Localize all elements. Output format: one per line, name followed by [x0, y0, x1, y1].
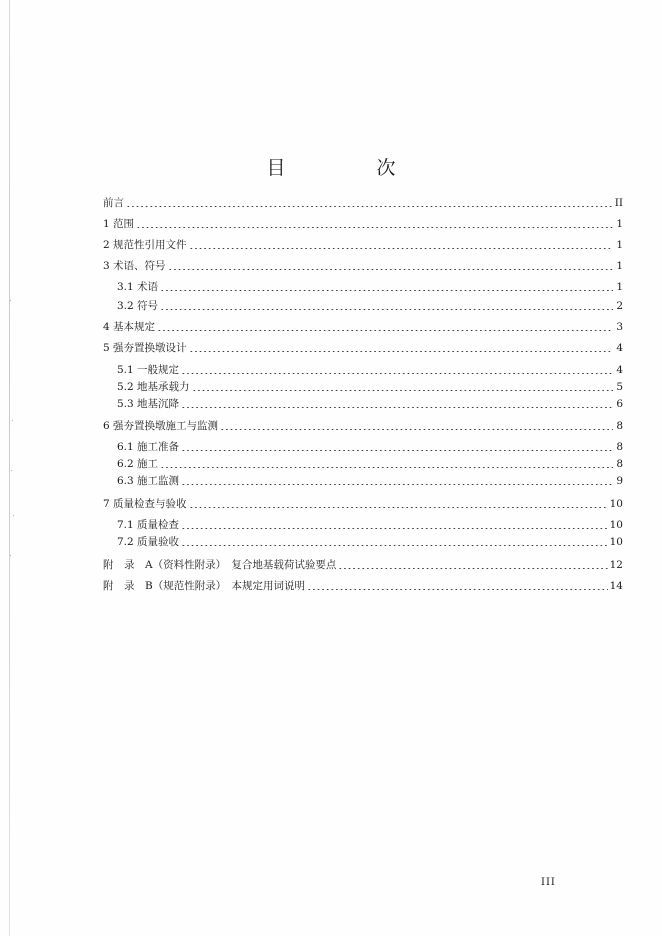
page-edge-shadow: [9, 0, 10, 936]
toc-dot-leader: [160, 467, 613, 468]
toc-dot-leader: [181, 407, 613, 408]
toc-dot-leader: [157, 330, 613, 331]
toc-dot-leader: [189, 248, 613, 249]
toc-entry-page: 10: [609, 519, 623, 531]
toc-entry-page: 2: [616, 300, 623, 312]
toc-entry-label: 6 强夯置换墩施工与监测: [103, 420, 219, 432]
scan-speck: [12, 420, 13, 421]
toc-entry-label: 附 录 A（资料性附录） 复合地基载荷试验要点: [103, 559, 337, 571]
toc-entry[interactable]: [103, 256, 623, 273]
toc-dot-leader: [189, 507, 608, 508]
toc-entry[interactable]: [103, 235, 623, 252]
toc-subentry[interactable]: [117, 360, 623, 377]
toc-entry-page: 4: [616, 342, 623, 354]
toc-entry-page: 8: [616, 441, 623, 453]
toc-entry[interactable]: [103, 193, 623, 210]
toc-dot-leader: [189, 351, 613, 352]
toc-entry-label: 5.1 一般规定: [117, 364, 180, 376]
toc-entry-label: 3.1 术语: [117, 281, 159, 293]
scan-speck: [10, 555, 11, 556]
toc-dot-leader: [307, 589, 608, 590]
toc-entry-label: 6.3 施工监测: [117, 475, 180, 487]
toc-dot-leader: [338, 568, 607, 569]
toc-entry-page: 8: [616, 458, 623, 470]
toc-entry-page: 9: [616, 475, 623, 487]
toc-entry-page: 12: [609, 559, 623, 571]
toc-subentry[interactable]: [117, 454, 623, 471]
page-number: III: [541, 877, 556, 888]
toc-entry-page: 3: [616, 321, 623, 333]
toc-dot-leader: [160, 290, 613, 291]
toc-dot-leader: [181, 373, 613, 374]
toc-subentry[interactable]: [117, 394, 623, 411]
toc-entry-label: 附 录 B（规范性附录） 本规定用词说明: [103, 580, 305, 592]
toc-entry-label: 5 强夯置换墩设计: [103, 342, 187, 354]
toc-entry[interactable]: [103, 416, 623, 433]
toc-entry-label: 3.2 符号: [117, 300, 159, 312]
toc-entry-page: II: [614, 197, 623, 209]
toc-entry-page: 6: [616, 398, 623, 410]
toc-entry[interactable]: [103, 214, 623, 231]
toc-entry-appendix-b[interactable]: [103, 576, 623, 593]
toc-entry-page: 1: [616, 239, 623, 251]
toc-entry-appendix-a[interactable]: [103, 555, 623, 572]
toc-entry-page: 8: [616, 420, 623, 432]
scan-speck: [11, 470, 12, 471]
toc-entry[interactable]: [103, 317, 623, 334]
scan-speck: [13, 515, 14, 516]
toc-entry-page: 1: [616, 218, 623, 230]
toc-entry-label: 7.2 质量验收: [117, 536, 180, 548]
toc-subentry[interactable]: [117, 277, 623, 294]
toc-entry-page: 10: [609, 498, 623, 510]
toc-entry-page: 1: [616, 281, 623, 293]
toc-entry-label: 1 范围: [103, 218, 135, 230]
toc-entry-label: 4 基本规定: [103, 321, 156, 333]
toc-entry-label: 5.2 地基承载力: [117, 381, 190, 393]
toc-dot-leader: [181, 545, 608, 546]
toc-entry[interactable]: [103, 338, 623, 355]
toc-entry-label: 5.3 地基沉降: [117, 398, 180, 410]
toc-dot-leader: [168, 269, 613, 270]
toc-subentry[interactable]: [117, 471, 623, 488]
toc-dot-leader: [181, 484, 613, 485]
toc-entry-page: 5: [616, 381, 623, 393]
toc-entry-label: 3 术语、符号: [103, 260, 166, 272]
toc-entry-page: 4: [616, 364, 623, 376]
toc-subentry[interactable]: [117, 532, 623, 549]
toc-dot-leader: [126, 206, 613, 207]
toc-dot-leader: [181, 450, 613, 451]
toc-subentry[interactable]: [117, 515, 623, 532]
toc-title: 目 次: [266, 156, 432, 179]
toc-dot-leader: [136, 227, 613, 228]
toc-subentry[interactable]: [117, 437, 623, 454]
toc-entry-label: 前言: [103, 197, 124, 209]
toc-dot-leader: [181, 528, 608, 529]
scan-speck: [10, 300, 11, 301]
toc-entry[interactable]: [103, 494, 623, 511]
toc-dot-leader: [220, 429, 613, 430]
toc-subentry[interactable]: [117, 296, 623, 313]
toc-entry-label: 7.1 质量检查: [117, 519, 180, 531]
toc-entry-label: 6.1 施工准备: [117, 441, 180, 453]
toc-subentry[interactable]: [117, 377, 623, 394]
toc-dot-leader: [192, 390, 613, 391]
toc-entry-label: 7 质量检查与验收: [103, 498, 187, 510]
toc-entry-page: 1: [616, 260, 623, 272]
toc-dot-leader: [160, 309, 613, 310]
toc-entry-page: 10: [609, 536, 623, 548]
toc-entry-page: 14: [609, 580, 623, 592]
toc-entry-label: 2 规范性引用文件: [103, 239, 187, 251]
toc-entry-label: 6.2 施工: [117, 458, 159, 470]
